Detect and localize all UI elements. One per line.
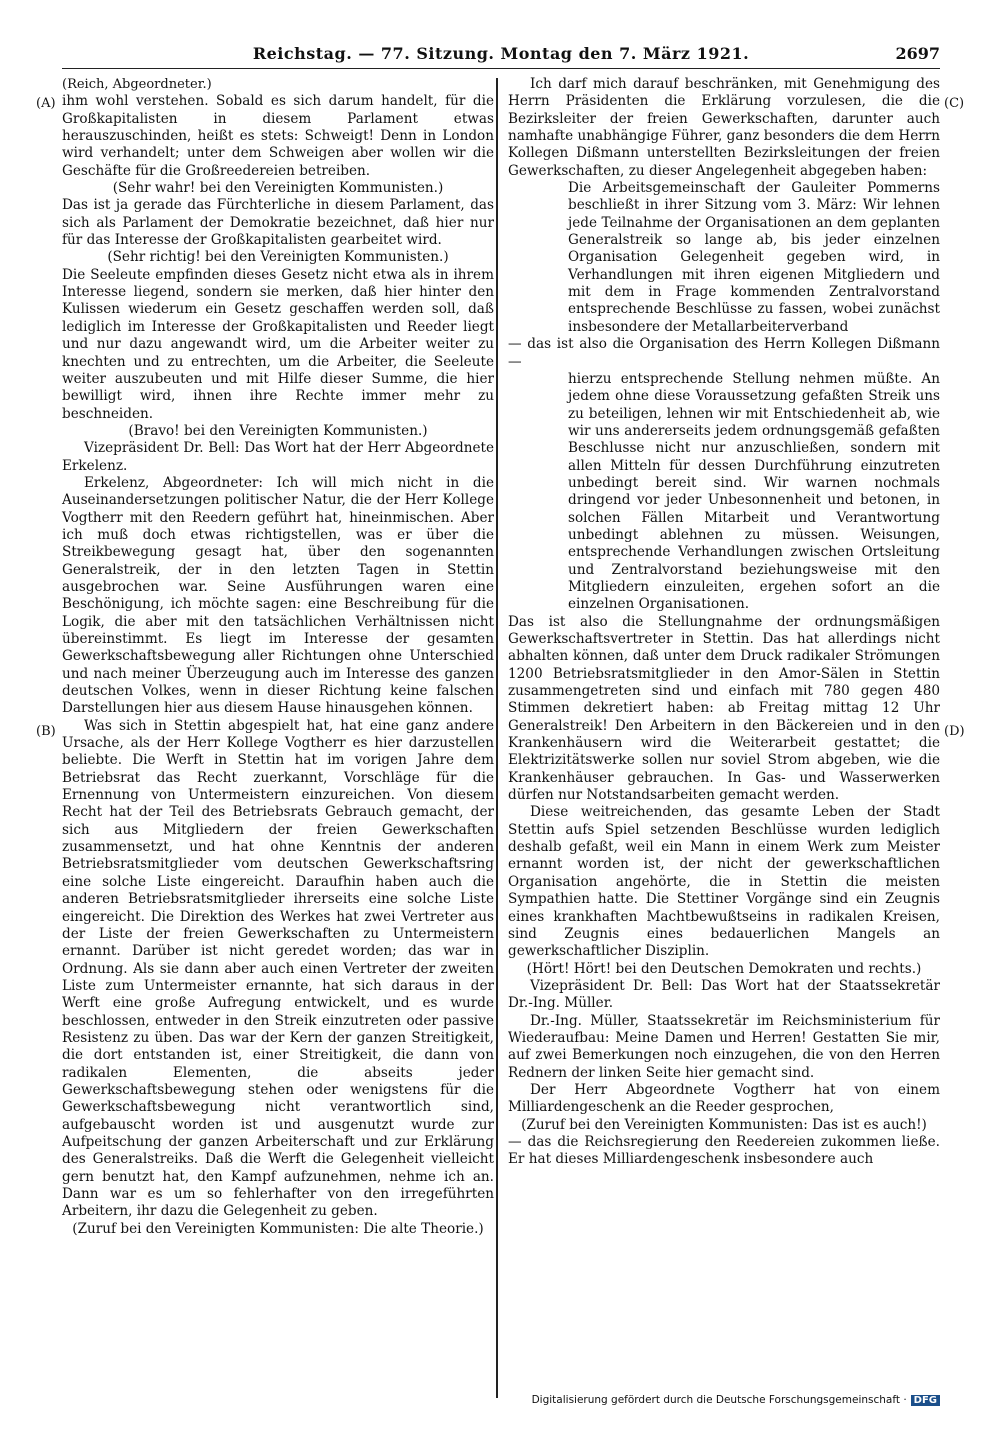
- speaker-header: (Reich, Abgeordneter.): [62, 77, 212, 92]
- speaker-paragraph: Erkelenz, Abgeordneter: Ich will mich nicht in die Auseinandersetzungen politischer Natur, die der Herr Kollege Vogtherr mit den Reedern geführt hat, hineinmischen. Aber ich muß doch etwas richtigstellen, was er über die Streikbewegung gesagt hat, über den sogenannten Generalstreik, der in den letzten Tagen in Stettin ausgebrochen war. Seine Ausführungen waren eine Beschönigung, ich möchte sagen: eine Beschreibung für die Logik, die aber mit den tatsächlichen Verhältnissen nicht übereinstimmt. Es liegt im Interesse der gesamten Gewerkschaftsbewegung aller Richtungen ohne Unterschied und nach meiner Überzeugung auch im Interesse des ganzen deutschen Volkes, wenn in dieser Richtung keine falschen Darstellungen hier aus diesem Hause hinausgehen können.: [62, 474, 494, 717]
- paragraph: Was sich in Stettin abgespielt hat, hat eine ganz andere Ursache, als der Herr Kollege Vogtherr es hier darzustellen beliebte. Die Werft in Stettin hat im vorigen Jahre dem Betriebsrat das Recht zuerkannt, Vorschläge für die Ernennung von Untermeistern einzureichen. Von diesem Recht hat der Teil des Betriebsrats Gebrauch gemacht, der sich aus Mitgliedern der freien Gewerkschaften zusammensetzt, und hat ohne Kenntnis der anderen Betriebsratsmitglieder vom deutschen Gewerkschaftsring eine solche Liste eingereicht. Daraufhin haben auch die anderen Betriebsratsmitglieder ihrerseits eine solche Liste eingereicht. Die Direktion des Werkes hat zwei Vertreter aus der Liste der freien Gewerkschaften zu Untermeistern ernannt. Darüber ist nicht geredet worden; das war in Ordnung. Als sie dann aber auch einen Vertreter der zweiten Liste zum Untermeister ernannte, hat sich daraus in der Werft eine große Aufregung entwickelt, und es wurde beschlossen, entweder in den Streik einzutreten oder passive Resistenz zu üben. Das war der Kern der ganzen Streitigkeit, die dort entstanden ist, einer Streitigkeit, die dann von radikalen Elementen, die abseits jeder Gewerkschaftsbewegung stehen oder wenigstens für die Gewerkschaftsbewegung nicht verantwortlich sind, aufgebauscht worden ist und ausgenutzt wurde zur Aufpeitschung der ganzen Arbeiterschaft und zur Erklärung des Generalstreiks. Daß die Werft die Gelegenheit vielleicht gern benutzt hat, den Kampf aufzunehmen, nehme ich an. Dann war es um so fehlerhafter von den irregeführten Arbeitern, ihr dazu die Gelegenheit zu geben.: [62, 717, 494, 1220]
- interjection: (Sehr wahr! bei den Vereinigten Kommunisten.): [112, 180, 444, 197]
- paragraph: — das ist also die Organisation des Herrn Kollegen Dißmann —: [508, 336, 940, 370]
- paragraph: Die Seeleute empfinden dieses Gesetz nicht etwa als in ihrem Interesse liegend, sondern sie merken, daß hier hinter den Kulissen wiederum ein Gesetz geschaffen werden soll, daß lediglich im Interesse der Großkapitalisten und Reeder liegt und nur dazu angewandt wird, um die Arbeiter weiter zu knechten und zu entrechten, um die Arbeiter, die Seeleute weiter auszubeuten und mit Hilfe dieser Summe, die hier bewilligt wird, ihnen ihre Rechte immer mehr zu beschneiden.: [62, 266, 494, 422]
- paragraph: Das ist also die Stellungnahme der ordnungsmäßigen Gewerkschaftsvertreter in Stettin. Das hat allerdings nicht abhalten können, daß unter dem Druck radikaler Strömungen 1200 Betriebsratsmitglieder in den Amor-Sälen in Stettin zusammengetreten sind und einfach mit 780 gegen 480 Stimmen dekretiert haben: ab Freitag mittag 12 Uhr Generalstreik! Den Arbeitern in den Bäckereien und in den Krankenhäusern wird die Weiterarbeit gestattet; die Elektrizitätswerke sollen nur soviel Strom abgeben, wie die Krankenhäuser gebrauchen. In Gas- und Wasserwerken dürfen nur Notstandsarbeiten gemacht werden.: [508, 613, 940, 804]
- paragraph: — das die Reichsregierung den Reedereien zukommen ließe. Er hat dieses Milliardengeschenk insbesondere auch: [508, 1133, 940, 1168]
- interjection: (Hört! Hört! bei den Deutschen Demokraten und rechts.): [526, 960, 922, 977]
- paragraph: Diese weitreichenden, das gesamte Leben der Stadt Stettin aufs Spiel setzenden Beschlüsse wurden lediglich deshalb gefaßt, weil ein Mann in einem Werk zum Meister ernannt worden ist, der nicht der gewerkschaftlichen Organisation angehörte, die in Stettin die meisten Sympathien hatte. Die Stettiner Vorgänge sind ein Zeugnis eines krankhaften Machtbewußtseins in radikalen Kreisen, sind Zeugnis eines bedauerlichen Mangels an gewerkschaftlicher Disziplin.: [508, 804, 940, 960]
- header-title: Reichstag. — 77. Sitzung. Montag den 7. März 1921.: [252, 44, 750, 63]
- paragraph: ihm wohl verstehen. Sobald es sich darum handelt, für die Großkapitalisten in diesem Parlament etwas herauszuschinden, heißt es stets: Schweigt! Denn in London wird verhandelt; unter dem Schweigen aber wollen wir die Geschäfte für die Großreedereien betreiben.: [62, 93, 494, 179]
- right-column: [508, 76, 940, 1169]
- dfg-logo: DFG: [911, 1395, 940, 1406]
- interjection: (Zuruf bei den Vereinigten Kommunisten: Das ist es auch!): [521, 1116, 927, 1133]
- margin-mark-c: (C): [944, 96, 965, 111]
- speaker-paragraph: Dr.-Ing. Müller, Staatssekretär im Reichsministerium für Wiederaufbau: Meine Damen und Herren! Gestatten Sie mir, auf zwei Bemerkungen noch einzugehen, die von den Herren Rednern der linken Seite hier gemacht sind.: [508, 1012, 940, 1081]
- quoted-declaration: hierzu entsprechende Stellung nehmen müßte. An jedem ohne diese Voraussetzung gefaßten Streik uns zu beteiligen, lehnen wir mit Entschiedenheit ab, wie wir uns andererseits jedem ordnungsgemäß gefaßten Beschlusse nicht nur anzuschließen, sondern mit allen Mitteln für dessen Durchführung einzutreten unbedingt bereit sind. Wir warnen nochmals dringend vor jeder Unbesonnenheit und betonen, in solchen Fällen Mitarbeit und Verantwortung unbedingt ablehnen zu müssen. Weisungen, entsprechende Verhandlungen zwischen Ortsleitung und Zentralvorstand beziehungsweise mit den Mitgliedern einzuleiten, ergehen sofort an die einzelnen Organisationen.: [568, 370, 940, 613]
- quoted-declaration: Die Arbeitsgemeinschaft der Gauleiter Pommerns beschließt in ihrer Sitzung vom 3. März: Wir lehnen jede Teilnahme der Organisationen an dem geplanten Generalstreik so lange ab, bis jeder einzelnen Organisation Gelegenheit gegeben wird, in Verhandlungen mit ihren eigenen Mitgliedern und mit dem in Frage kommenden Zentralvorstand entsprechende Beschlüsse zu fassen, wobei zunächst insbesondere der Metallarbeiterverband: [568, 180, 940, 335]
- speaker-paragraph: Vizepräsident Dr. Bell: Das Wort hat der Herr Abgeordnete Erkelenz.: [62, 440, 494, 474]
- margin-mark-a: (A): [36, 96, 56, 111]
- interjection: (Sehr richtig! bei den Vereinigten Kommunisten.): [107, 249, 449, 266]
- paragraph: Das ist ja gerade das Fürchterliche in diesem Parlament, das sich als Parlament der Demokratie bezeichnet, daß hier nur für das Interesse der Großkapitalisten gearbeitet wird.: [62, 197, 494, 249]
- left-column: [62, 76, 494, 1238]
- footer-text: Digitalisierung gefördert durch die Deutsche Forschungsgemeinschaft ·: [531, 1394, 907, 1406]
- paragraph: Ich darf mich darauf beschränken, mit Genehmigung des Herrn Präsidenten die Erklärung vorzulesen, die die Bezirksleiter der freien Gewerkschaften, darunter auch namhafte unabhängige Führer, ganz besonders die dem Herrn Kollegen Dißmann unterstellten Bezirksleitungen der freien Gewerkschaften, zu dieser Angelegenheit abgegeben haben:: [508, 76, 940, 179]
- paragraph: Der Herr Abgeordnete Vogtherr hat von einem Milliardengeschenk an die Reeder gesprochen,: [508, 1081, 940, 1116]
- interjection: (Zuruf bei den Vereinigten Kommunisten: Die alte Theorie.): [72, 1220, 484, 1237]
- digitization-credit: [532, 1394, 940, 1406]
- interjection: (Bravo! bei den Vereinigten Kommunisten.): [128, 422, 428, 439]
- speaker-paragraph: Vizepräsident Dr. Bell: Das Wort hat der Staatssekretär Dr.-Ing. Müller.: [508, 977, 940, 1012]
- page-header: [62, 42, 940, 69]
- margin-mark-b: (B): [36, 724, 56, 739]
- column-divider: [496, 78, 498, 1398]
- page-number: 2697: [895, 44, 940, 63]
- margin-mark-d: (D): [944, 724, 965, 739]
